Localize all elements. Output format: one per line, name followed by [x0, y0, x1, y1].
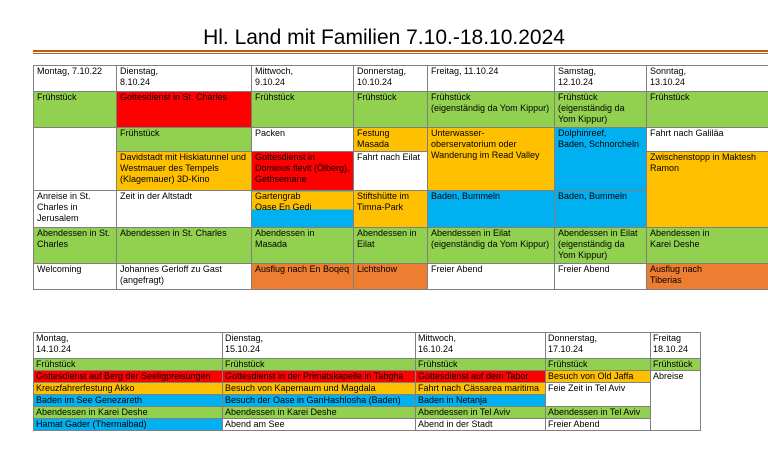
schedule-cell: Abendessen in Masada — [252, 228, 354, 264]
schedule-cell-part: Gartengrab — [255, 191, 301, 201]
schedule-cell: Baden in Netanja — [416, 395, 546, 407]
schedule-cell: Freier Abend — [428, 264, 555, 290]
schedule-cell: Gottesdienst auf Berg der Seeligpreisungen — [34, 371, 223, 383]
header-cell: Samstag, 12.10.24 — [555, 66, 647, 92]
schedule-cell: Baden, Bummeln — [428, 191, 555, 228]
schedule-cell: Fahrt nach Cässarea maritima — [416, 383, 546, 395]
schedule-cell: Baden, Bummeln — [555, 191, 647, 228]
header-cell: Dienstag, 15.10.24 — [223, 333, 416, 359]
week1-schedule-table — [33, 65, 768, 290]
table-row — [34, 371, 701, 383]
schedule-cell: Frühstück — [647, 92, 768, 128]
schedule-cell: Frühstück — [354, 92, 428, 128]
week2-schedule-table — [33, 332, 701, 431]
schedule-cell: Frühstück — [651, 359, 701, 371]
schedule-cell: Abendessen in St. Charles — [34, 228, 117, 264]
schedule-cell-part: Oase En Gedi — [255, 202, 312, 212]
table-row — [34, 383, 701, 395]
schedule-cell: Kreuzfahrerfestung Akko — [34, 383, 223, 395]
schedule-cell: Fahrt nach Galiläa — [647, 128, 768, 152]
schedule-cell: Besuch von Kapernaum und Magdala — [223, 383, 416, 395]
schedule-cell — [34, 128, 117, 191]
schedule-cell: Abend am See — [223, 419, 416, 431]
schedule-cell: Ausflug nach Tiberias — [647, 264, 768, 290]
schedule-cell: Frühstück — [223, 359, 416, 371]
schedule-cell: Frühstück — [34, 92, 117, 128]
schedule-cell: Anreise in St. Charles in Jerusalem — [34, 191, 117, 228]
header-cell: Montag, 7.10.22 — [34, 66, 117, 92]
header-cell: Donnerstag, 10.10.24 — [354, 66, 428, 92]
header-cell: Freitag 18.10.24 — [651, 333, 701, 359]
schedule-cell: Unterwasser- oberservatorium oder Wanderung im Read Valley — [428, 128, 555, 191]
table-row — [34, 66, 768, 92]
schedule-cell: Abendessen in Tel Aviv — [416, 407, 546, 419]
schedule-cell: Besuch der Oase in GanHashlosha (Baden) — [223, 395, 416, 407]
page-title: Hl. Land mit Familien 7.10.-18.10.2024 — [203, 26, 565, 49]
schedule-cell: Gottesdienst in St. Charles — [117, 92, 252, 128]
table-row — [34, 333, 701, 359]
schedule-cell: Abendessen in Eilat — [354, 228, 428, 264]
schedule-cell: Packen — [252, 128, 354, 152]
header-cell: Donnerstag, 17.10.24 — [546, 333, 651, 359]
header-cell: Freitag, 11.10.24 — [428, 66, 555, 92]
header-cell: Mittwoch, 16.10.24 — [416, 333, 546, 359]
schedule-cell: Abendessen in Karei Deshe — [223, 407, 416, 419]
schedule-cell: Feie Zeit in Tel Aviv — [546, 383, 651, 407]
schedule-cell: Freier Abend — [555, 264, 647, 290]
header-cell: Dienstag, 8.10.24 — [117, 66, 252, 92]
schedule-cell: Frühstück — [416, 359, 546, 371]
table-row — [34, 407, 701, 419]
table-row — [34, 264, 768, 290]
title-rule — [33, 50, 768, 52]
schedule-cell: Abendessen in Karei Deshe — [34, 407, 223, 419]
table-row — [34, 228, 768, 264]
header-cell: Mittwoch, 9.10.24 — [252, 66, 354, 92]
schedule-cell: Hamat Gader (Thermalbad) — [34, 419, 223, 431]
schedule-cell: Abendessen in Eilat (eigenständig da Yom Kippur) — [555, 228, 647, 264]
schedule-cell: Johannes Gerloff zu Gast (angefragt) — [117, 264, 252, 290]
schedule-cell: Abreise — [651, 371, 701, 431]
schedule-cell: Festung Masada — [354, 128, 428, 152]
schedule-cell: Zeit in der Altstadt — [117, 191, 252, 228]
schedule-cell: Abend in der Stadt — [416, 419, 546, 431]
title-rule-thin — [33, 53, 768, 54]
schedule-cell: Frühstück (eigenständig da Yom Kippur) — [555, 92, 647, 128]
schedule-cell: Welcoming — [34, 264, 117, 290]
schedule-cell: Frühstück — [252, 92, 354, 128]
schedule-cell: Lichtshow — [354, 264, 428, 290]
schedule-cell: Frühstück — [34, 359, 223, 371]
schedule-cell: Stiftshütte im Timna-Park — [354, 191, 428, 228]
schedule-cell: Frühstück — [117, 128, 252, 152]
schedule-cell: Gottesdienst auf dem Tabor — [416, 371, 546, 383]
table-row — [34, 92, 768, 128]
schedule-cell: Baden im See Genezareth — [34, 395, 223, 407]
schedule-cell: Zwischenstopp in Maktesh Ramon — [647, 152, 768, 228]
table-row — [34, 128, 768, 152]
table-row — [34, 359, 701, 371]
schedule-cell: Ausflug nach En Boqeq — [252, 264, 354, 290]
schedule-cell: Abendessen in Eilat (eigenständig da Yom Kippur) — [428, 228, 555, 264]
header-cell: Sonntag, 13.10.24 — [647, 66, 768, 92]
schedule-cell: Davidstadt mit Hiskiatunnel und Westmauer des Tempels (Klagemauer) 3D-Kino — [117, 152, 252, 191]
schedule-cell: Frühstück (eigenständig da Yom Kippur) — [428, 92, 555, 128]
schedule-cell: Abendessen in Tel Aviv — [546, 407, 651, 419]
schedule-cell: Freier Abend — [546, 419, 651, 431]
schedule-cell: Besuch von Old Jaffa — [546, 371, 651, 383]
table-row — [34, 152, 768, 191]
schedule-cell: Abendessen in Karei Deshe — [647, 228, 768, 264]
schedule-cell: Abendessen in St. Charles — [117, 228, 252, 264]
table-row — [34, 419, 701, 431]
schedule-cell — [252, 191, 354, 228]
schedule-cell: Gottesdienst in Dominus flevit (Ölberg), Gethsemane — [252, 152, 354, 191]
schedule-cell: Gottesdienst in der Primatskapelle in Tabgha — [223, 371, 416, 383]
header-cell: Montag, 14.10.24 — [34, 333, 223, 359]
schedule-cell: Frühstück — [546, 359, 651, 371]
schedule-cell: Dolphinreef, Baden, Schnorcheln — [555, 128, 647, 191]
schedule-cell: Fahrt nach Eilat — [354, 152, 428, 191]
